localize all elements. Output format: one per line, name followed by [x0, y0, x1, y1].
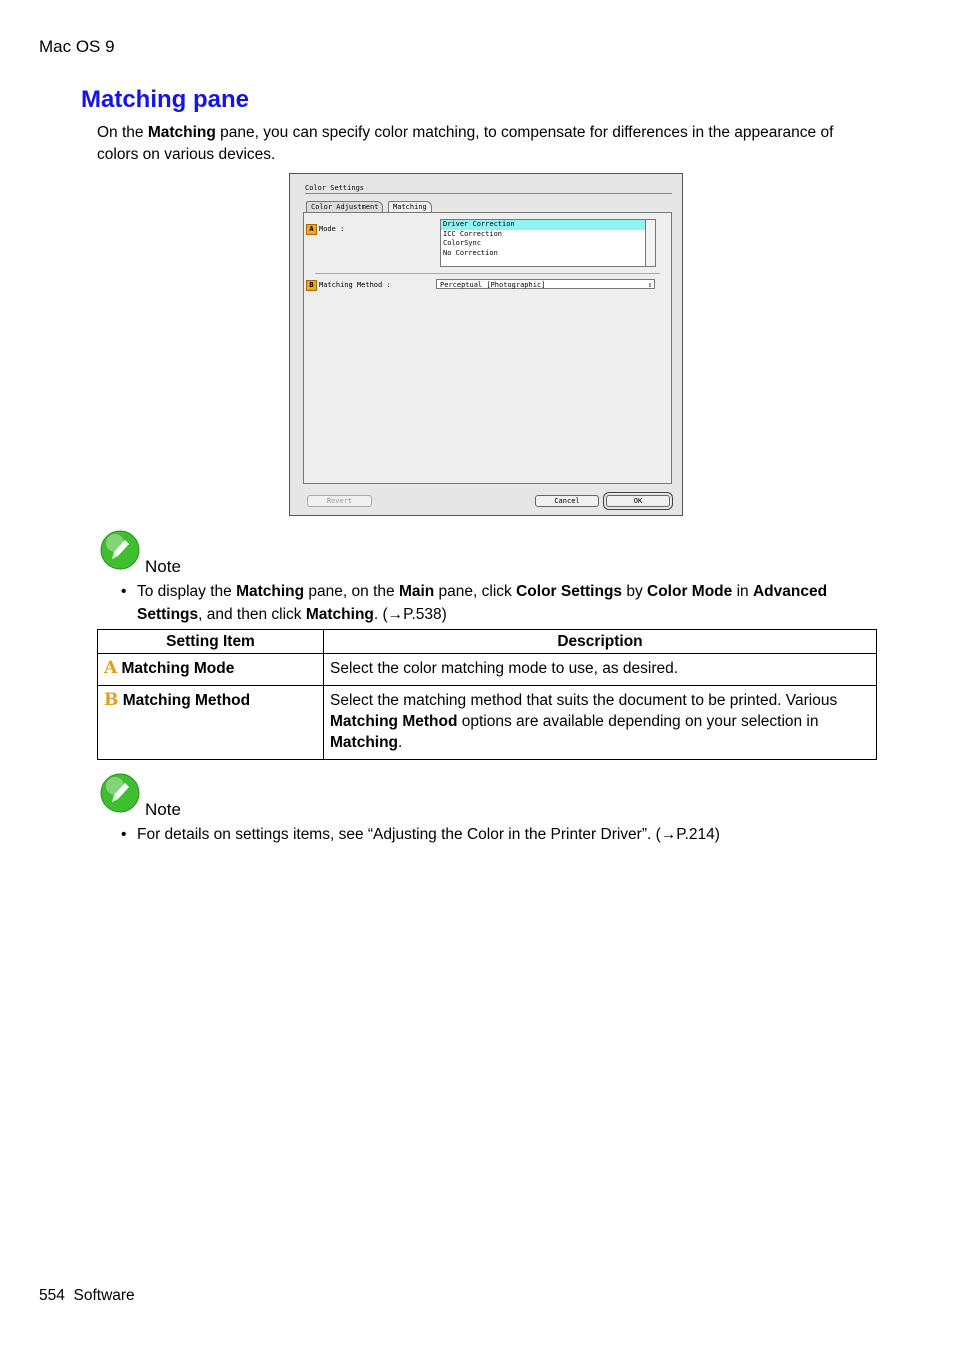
- mode-option[interactable]: ColorSync: [443, 239, 481, 247]
- note-label: Note: [145, 800, 181, 819]
- item-letter: A: [104, 658, 118, 678]
- mode-label: Mode :: [319, 225, 345, 233]
- badge-b: B: [306, 280, 317, 291]
- badge-a: A: [306, 224, 317, 235]
- description-cell: Select the color matching mode to use, as desired.: [324, 654, 877, 686]
- table-row: [98, 686, 877, 760]
- bullet-dot: •: [121, 826, 127, 843]
- page-number: 554: [39, 1287, 65, 1304]
- note-bullet: • To display the Matching pane, on the Main pane, click Color Settings by Color Mode in Advanced Settings, and then click Matching. (→P.538): [121, 580, 881, 626]
- color-settings-dialog: [289, 173, 683, 516]
- mode-option[interactable]: Driver Correction: [441, 220, 645, 230]
- revert-button[interactable]: Revert: [307, 495, 372, 507]
- table-header-row: [98, 630, 877, 654]
- ok-button[interactable]: OK: [606, 495, 670, 507]
- matching-method-value: Perceptual [Photographic]: [440, 281, 546, 289]
- setting-item-cell: B Matching Method: [98, 686, 324, 760]
- footer-section: Software: [73, 1287, 135, 1304]
- matching-method-label: Matching Method :: [319, 281, 391, 289]
- listbox-scrollbar[interactable]: [645, 220, 655, 266]
- intro-paragraph: On the Matching pane, you can specify color matching, to compensate for differences in the appearance of colors on various devices.: [97, 124, 834, 163]
- table-row: [98, 654, 877, 686]
- matching-method-popup[interactable]: [436, 279, 655, 289]
- matching-panel: [303, 212, 672, 484]
- popup-arrows-icon: ⇕: [647, 281, 652, 289]
- settings-table: [97, 629, 877, 760]
- note-pencil-icon: [100, 773, 140, 813]
- note-bullet: • For details on settings items, see “Adjusting the Color in the Printer Driver”. (→P.214): [121, 823, 881, 846]
- note-pencil-icon: [100, 530, 140, 570]
- mode-option[interactable]: No Correction: [443, 248, 498, 257]
- bullet-dot: •: [121, 583, 127, 600]
- column-header: Setting Item: [98, 630, 324, 654]
- page-footer: [39, 1287, 135, 1305]
- section-title: Matching pane: [81, 86, 250, 113]
- mode-listbox[interactable]: [440, 219, 656, 267]
- setting-item-cell: A Matching Mode: [98, 654, 324, 686]
- item-letter: B: [104, 690, 119, 710]
- tab-matching[interactable]: Matching: [388, 201, 432, 213]
- note-label: Note: [145, 557, 181, 576]
- mode-option[interactable]: ICC Correction: [443, 229, 503, 238]
- column-header: Description: [324, 630, 877, 654]
- title-rule: [305, 193, 672, 194]
- description-cell: Select the matching method that suits the document to be printed. Various Matching Method options are available depending on your selection in Matching.: [324, 686, 877, 760]
- cancel-button[interactable]: Cancel: [535, 495, 599, 507]
- running-header: Mac OS 9: [39, 37, 115, 56]
- dialog-title: Color Settings: [305, 184, 365, 192]
- panel-separator: [315, 273, 660, 274]
- tab-color-adjustment[interactable]: Color Adjustment: [306, 201, 383, 213]
